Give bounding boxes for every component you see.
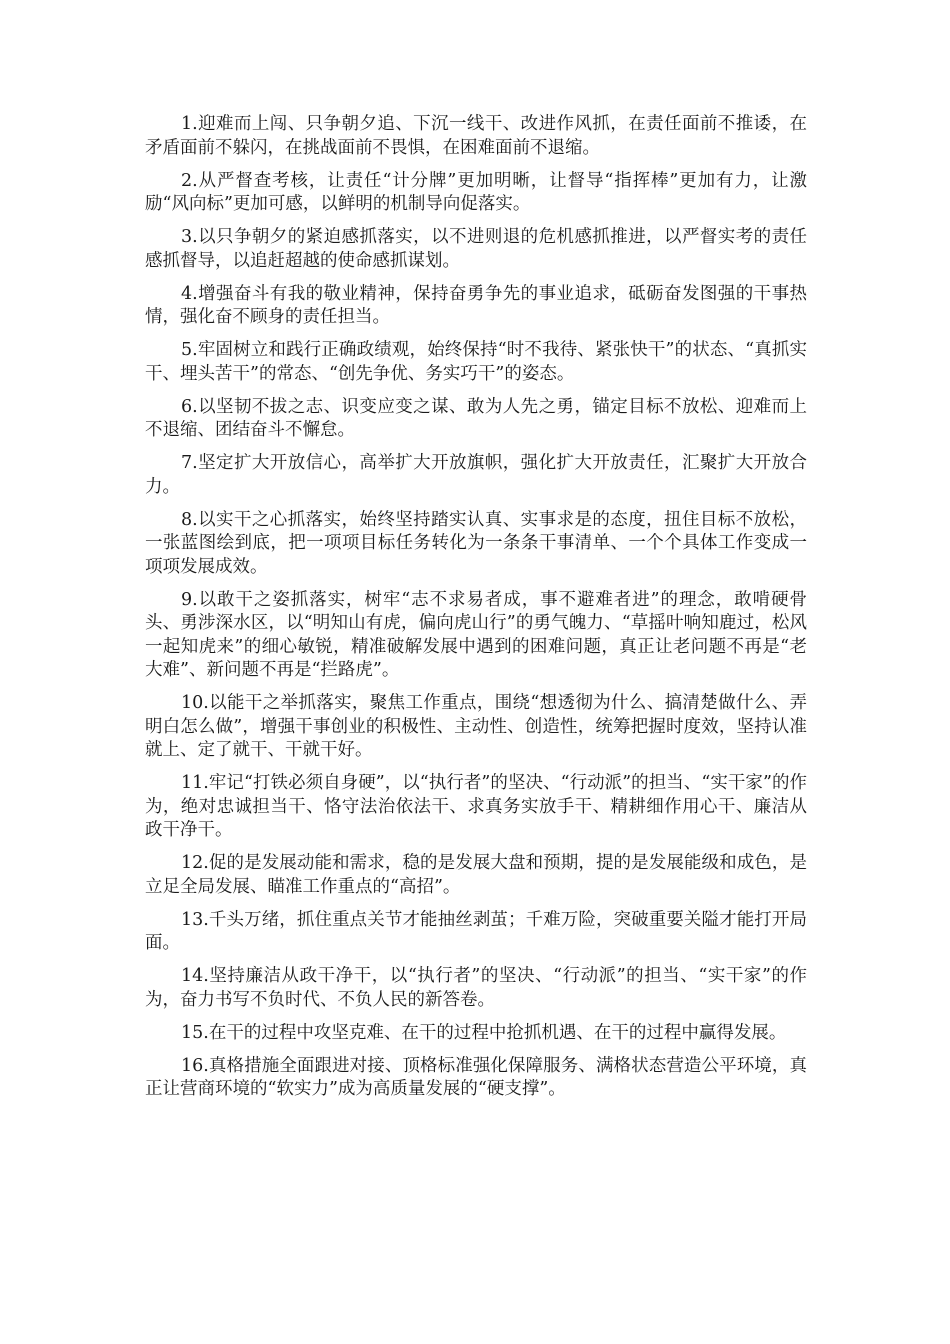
paragraph-11: 11.牢记“打铁必须自身硬”，以“执行者”的坚决、“行动派”的担当、“实干家”的作为，绝对忠诚担当干、恪守法治依法干、求真务实放手干、精耕细作用心干、廉洁从政干净干。 (145, 773, 807, 840)
paragraph-5: 5.牢固树立和践行正确政绩观，始终保持“时不我待、紧张快干”的状态、“真抓实干、埋头苦干”的常态、“创先争优、务实巧干”的姿态。 (145, 340, 807, 384)
paragraph-6: 6.以坚韧不拔之志、识变应变之谋、敢为人先之勇，锚定目标不放松、迎难而上不退缩、团结奋斗不懈怠。 (145, 396, 807, 440)
paragraph-16: 16.真格措施全面跟进对接、顶格标准强化保障服务、满格状态营造公平环境，真正让营商环境的“软实力”成为高质量发展的“硬支撑”。 (145, 1055, 807, 1099)
paragraph-8: 8.以实干之心抓落实，始终坚持踏实认真、实事求是的态度，扭住目标不放松，一张蓝图绘到底，把一项项目标任务转化为一条条干事清单、一个个具体工作变成一项项发展成效。 (145, 509, 807, 577)
document-body (145, 113, 807, 1111)
paragraph-2: 2.从严督查考核，让责任“计分牌”更加明晰，让督导“指挥棒”更加有力，让激励“风向标”更加可感，以鲜明的机制导向促落实。 (145, 170, 807, 214)
paragraph-15: 15.在干的过程中攻坚克难、在干的过程中抢抓机遇、在干的过程中赢得发展。 (181, 1022, 787, 1043)
paragraph-12: 12.促的是发展动能和需求，稳的是发展大盘和预期，提的是发展能级和成色，是立足全局发展、瞄准工作重点的“高招”。 (145, 853, 807, 897)
paragraph-10: 10.以能干之举抓落实，聚焦工作重点，围绕“想透彻为什么、搞清楚做什么、弄明白怎么做”，增强干事创业的积极性、主动性、创造性，统筹把握时度效，坚持认准就上、定了就干、干就干好。 (145, 693, 807, 760)
paragraph-9: 9.以敢干之姿抓落实，树牢“志不求易者成，事不避难者进”的理念，敢啃硬骨头、勇涉深水区，以“明知山有虎，偏向虎山行”的勇气魄力、“草摇叶响知鹿过，松风一起知虎来”的细心敏锐，精准破解发展中遇到的困难问题，真正让老问题不再是“老大难”、新问题不再是“拦路虎”。 (145, 589, 807, 680)
paragraph-14: 14.坚持廉洁从政干净干，以“执行者”的坚决、“行动派”的担当、“实干家”的作为，奋力书写不负时代、不负人民的新答卷。 (145, 966, 807, 1010)
paragraph-3: 3.以只争朝夕的紧迫感抓落实，以不进则退的危机感抓推进，以严督实考的责任感抓督导，以追赶超越的使命感抓谋划。 (145, 227, 807, 271)
paragraph-1: 1.迎难而上闯、只争朝夕追、下沉一线干、改进作风抓，在责任面前不推诿，在矛盾面前不躲闪，在挑战面前不畏惧，在困难面前不退缩。 (145, 114, 807, 158)
paragraph-4: 4.增强奋斗有我的敬业精神，保持奋勇争先的事业追求，砥砺奋发图强的干事热情，强化奋不顾身的责任担当。 (145, 283, 807, 327)
paragraph-13: 13.千头万绪，抓住重点关节才能抽丝剥茧；千难万险，突破重要关隘才能打开局面。 (145, 909, 807, 953)
paragraph-7: 7.坚定扩大开放信心，高举扩大开放旗帜，强化扩大开放责任，汇聚扩大开放合力。 (145, 453, 807, 497)
